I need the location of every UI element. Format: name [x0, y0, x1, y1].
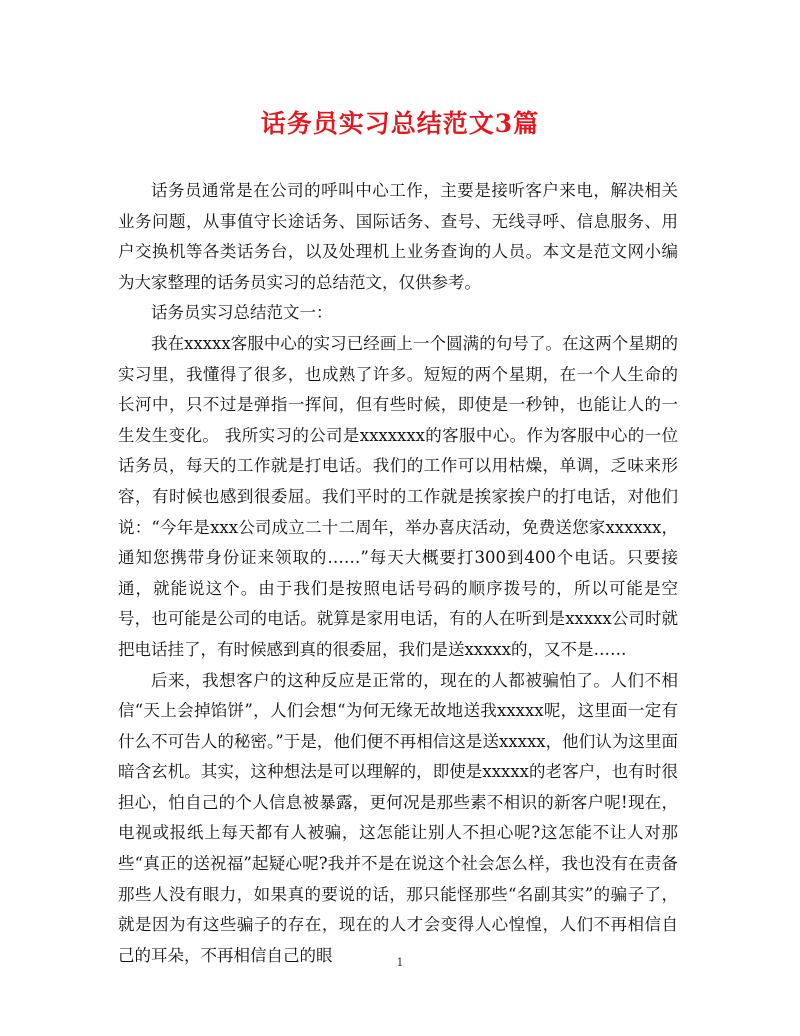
paragraph-body-2: 后来，我想客户的这种反应是正常的，现在的人都被骗怕了。人们不相信“天上会掉馅饼”，人们会想“为何无缘无故地送我xxxxx呢，这里面一定有什么不可告人的秘密。”于是，他们便不再相信这是送xxxxx，他们认为这里面暗含玄机。其实，这种想法是可以理解的，即使是xxxxx的老客户，也有时很担心，怕自己的个人信息被暴露，更何况是那些素不相识的新客户呢!现在，电视或报纸上每天都有人被骗，这怎能让别人不担心呢?这怎能不让人对那些“真正的送祝福”起疑心呢?我并不是在说这个社会怎么样，我也没有在责备那些人没有眼力，如果真的要说的话，那只能怪那些“名副其实”的骗子了，就是因为有这些骗子的存在，现在的人才会变得人心惶惶，人们不再相信自己的耳朵，不再相信自己的眼 — [118, 670, 678, 965]
paragraph-section-heading: 话务员实习总结范文一： — [151, 303, 333, 323]
paragraph-body-1: 我在xxxxx客服中心的实习已经画上一个圆满的句号了。在这两个星期的实习里，我懂得了很多，也成熟了许多。短短的两个星期，在一个人生命的长河中，只不过是弹指一挥间，但有些时候，即使是一秒钟，也能让人的一生发生变化。 我所实习的公司是xxxxxxx的客服中心。作为客服中心的一位话务员，每天的工作就是打电话。我们的工作可以用枯燥，单调，乏味来形容，有时候也感到很委屈。我们平时的工作就是挨家挨户的打电话，对他们说：“今年是xxx公司成立二十二周年，举办喜庆活动，免费送您家xxxxxx，通知您携带身份证来领取的……”每天大概要打300到400个电话。只要接通，就能说这个。由于我们是按照电话号码的顺序拨号的，所以可能是空号，也可能是公司的电话。就算是家用电话，有的人在听到是xxxxx公司时就把电话挂了，有时候感到真的很委屈，我们是送xxxxx的，又不是…… — [118, 333, 678, 659]
document-body — [118, 176, 678, 971]
paragraph-intro: 话务员通常是在公司的呼叫中心工作，主要是接听客户来电，解决相关业务问题，从事值守长途话务、国际话务、查号、无线寻呼、信息服务、用户交换机等各类话务台，以及处理机上业务查询的人员。本文是范文网小编为大家整理的话务员实习的总结范文，仅供参考。 — [118, 181, 678, 292]
document-title: 话务员实习总结范文3篇 — [260, 109, 540, 138]
page-number: 1 — [396, 956, 404, 969]
